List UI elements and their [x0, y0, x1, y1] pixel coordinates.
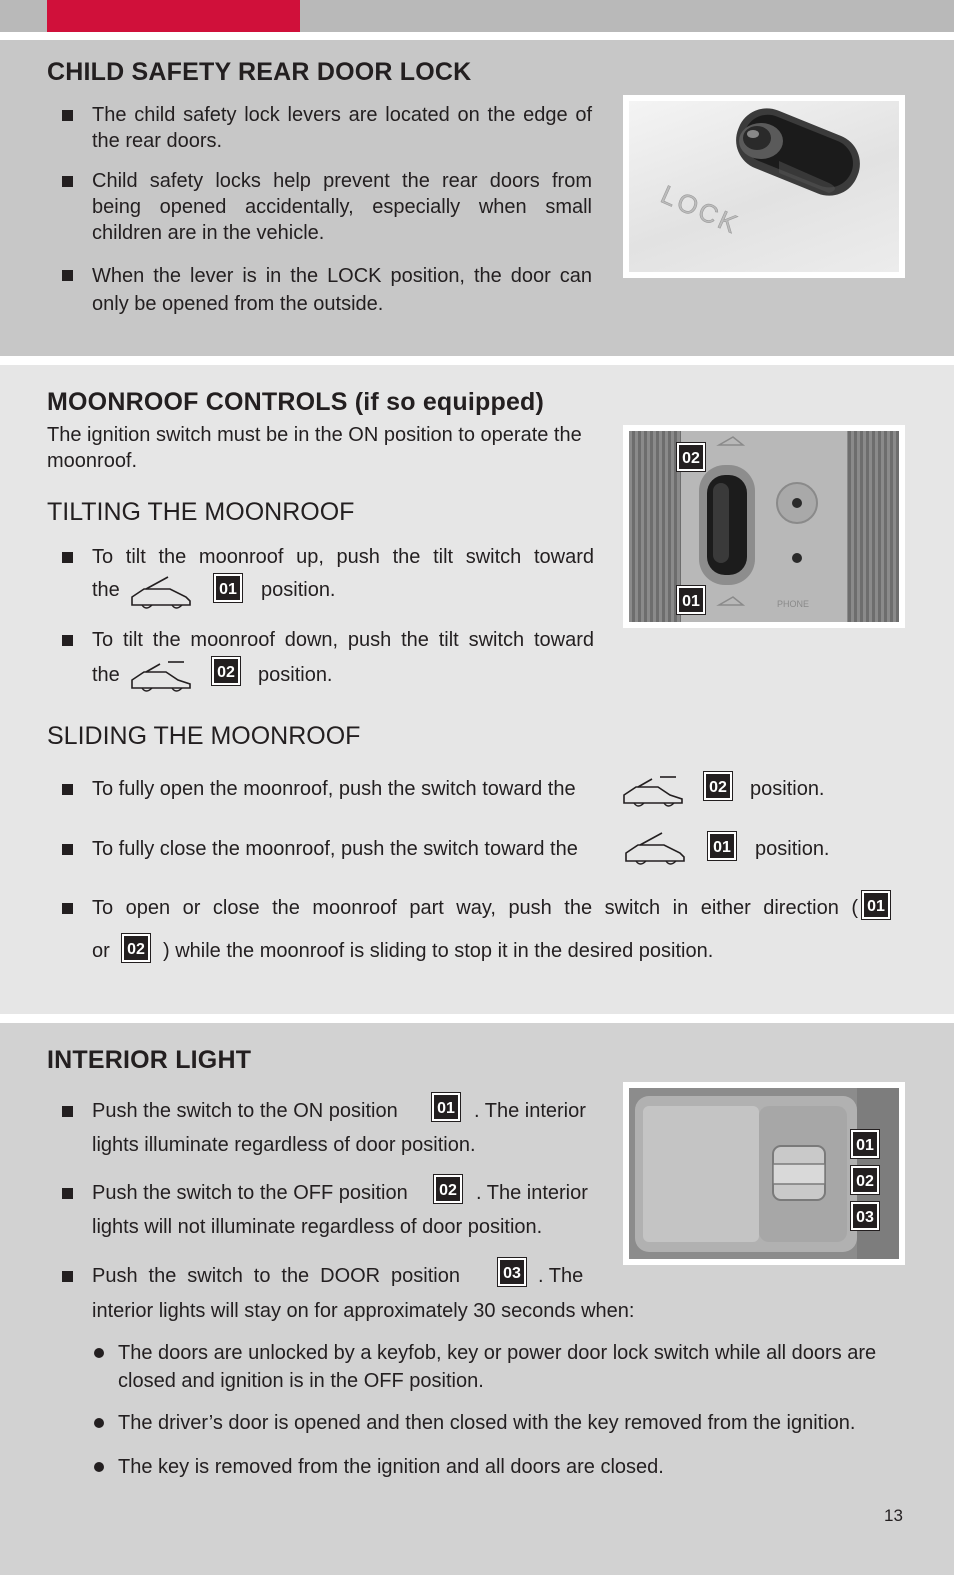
inline-text: lights illuminate regardless of door position. [92, 1134, 476, 1156]
bullet-text: To tilt the moonroof down, push the tilt switch toward [92, 629, 594, 651]
position-tag-02: 02 [434, 1175, 462, 1203]
slide-close-car-icon [622, 831, 688, 869]
section-title: MOONROOF CONTROLS (if so equipped) [47, 388, 545, 416]
svg-text:PHONE: PHONE [777, 599, 810, 609]
round-bullet-icon [94, 1348, 104, 1358]
section-title: INTERIOR LIGHT [47, 1046, 252, 1074]
list-item [62, 1098, 402, 1124]
child-safety-section [0, 40, 954, 356]
list-item [62, 627, 594, 653]
inline-text: . The [538, 1265, 584, 1287]
subsection-heading: TILTING THE MOONROOF [47, 498, 355, 526]
position-tag-02: 02 [122, 934, 150, 962]
top-accent-bar [47, 0, 300, 32]
position-tag-01: 01 [708, 832, 736, 860]
square-bullet-icon [62, 635, 73, 646]
round-bullet-icon [94, 1462, 104, 1472]
square-bullet-icon [62, 270, 73, 281]
list-item [94, 1409, 906, 1437]
inline-text: position. [750, 778, 825, 800]
list-item [62, 262, 592, 318]
svg-text:LOCK: LOCK [656, 179, 745, 241]
bullet-text: When the lever is in the LOCK position, the door can only be opened from the outside. [92, 265, 592, 315]
moonroof-switch-illustration [629, 431, 899, 622]
bullet-text: The child safety lock levers are located on the edge of the rear doors. [92, 104, 592, 152]
round-bullet-icon [94, 1418, 104, 1428]
bullet-text: To open or close the moonroof part way, push the switch in either direction ( [92, 897, 858, 919]
square-bullet-icon [62, 1106, 73, 1117]
inline-text: position. [258, 664, 333, 686]
list-item [62, 102, 592, 154]
square-bullet-icon [62, 784, 73, 795]
tilt-down-car-icon [128, 658, 194, 696]
list-item [62, 836, 622, 862]
inline-text: the [92, 579, 120, 601]
square-bullet-icon [62, 903, 73, 914]
interior-light-section [0, 1023, 954, 1575]
moonroof-switch-photo [623, 425, 905, 628]
list-item [94, 1453, 906, 1481]
position-tag-02: 02 [704, 772, 732, 800]
moonroof-section [0, 365, 954, 1014]
bullet-text: The key is removed from the ignition and all doors are closed. [118, 1456, 664, 1478]
photo-tag-02: 02 [677, 443, 705, 471]
bullet-text: The driver’s door is opened and then closed with the key removed from the ignition. [118, 1412, 856, 1434]
bullet-text: Push the switch to the OFF position [92, 1182, 408, 1204]
child-lock-lever-icon [629, 101, 899, 272]
list-item [62, 1263, 482, 1289]
bullet-text: To fully open the moonroof, push the switch toward the [92, 778, 576, 800]
square-bullet-icon [62, 176, 73, 187]
photo-tag-01: 01 [851, 1130, 879, 1158]
inline-text: position. [261, 579, 336, 601]
list-item [62, 776, 622, 802]
intro-text: The ignition switch must be in the ON position to operate the moonroof. [47, 424, 582, 472]
inline-text: the [92, 664, 120, 686]
list-item [94, 1339, 906, 1395]
interior-light-photo [623, 1082, 905, 1265]
inline-text: . The interior [474, 1100, 586, 1122]
bullet-text: To tilt the moonroof up, push the tilt switch toward [92, 546, 594, 568]
bullet-text: Child safety locks help prevent the rear doors from being opened accidentally, especially when small children are in the vehicle. [92, 170, 592, 244]
list-item [62, 544, 594, 570]
list-item [62, 895, 860, 921]
position-tag-03: 03 [498, 1258, 526, 1286]
tilt-up-car-icon [128, 575, 194, 613]
bullet-text: The doors are unlocked by a keyfob, key or power door lock switch while all doors are closed and ignition is in the OFF position. [118, 1342, 877, 1392]
position-tag-01: 01 [432, 1093, 460, 1121]
position-tag-01: 01 [862, 891, 890, 919]
position-tag-02: 02 [212, 657, 240, 685]
inline-text: or [92, 940, 110, 962]
square-bullet-icon [62, 110, 73, 121]
inline-text: ) while the moonroof is sliding to stop it in the desired position. [163, 940, 714, 962]
bullet-text: Push the switch to the ON position [92, 1100, 398, 1122]
inline-text: lights will not illuminate regardless of door position. [92, 1216, 543, 1238]
photo-tag-03: 03 [851, 1202, 879, 1230]
slide-open-car-icon [620, 773, 686, 811]
square-bullet-icon [62, 844, 73, 855]
top-bar [0, 0, 954, 32]
inline-text: interior lights will stay on for approximately 30 seconds when: [92, 1300, 635, 1322]
child-lock-photo [623, 95, 905, 278]
list-item [62, 1180, 412, 1206]
inline-text: . The interior [476, 1182, 588, 1204]
square-bullet-icon [62, 1188, 73, 1199]
bullet-text: Push the switch to the DOOR position [92, 1265, 460, 1287]
position-tag-01: 01 [214, 574, 242, 602]
subsection-heading: SLIDING THE MOONROOF [47, 722, 361, 750]
photo-tag-01: 01 [677, 586, 705, 614]
square-bullet-icon [62, 1271, 73, 1282]
inline-text: position. [755, 838, 830, 860]
page-number: 13 [884, 1506, 903, 1525]
photo-tag-02: 02 [851, 1166, 879, 1194]
section-title: CHILD SAFETY REAR DOOR LOCK [47, 58, 472, 86]
bullet-text: To fully close the moonroof, push the switch toward the [92, 838, 578, 860]
list-item [62, 168, 592, 248]
square-bullet-icon [62, 552, 73, 563]
